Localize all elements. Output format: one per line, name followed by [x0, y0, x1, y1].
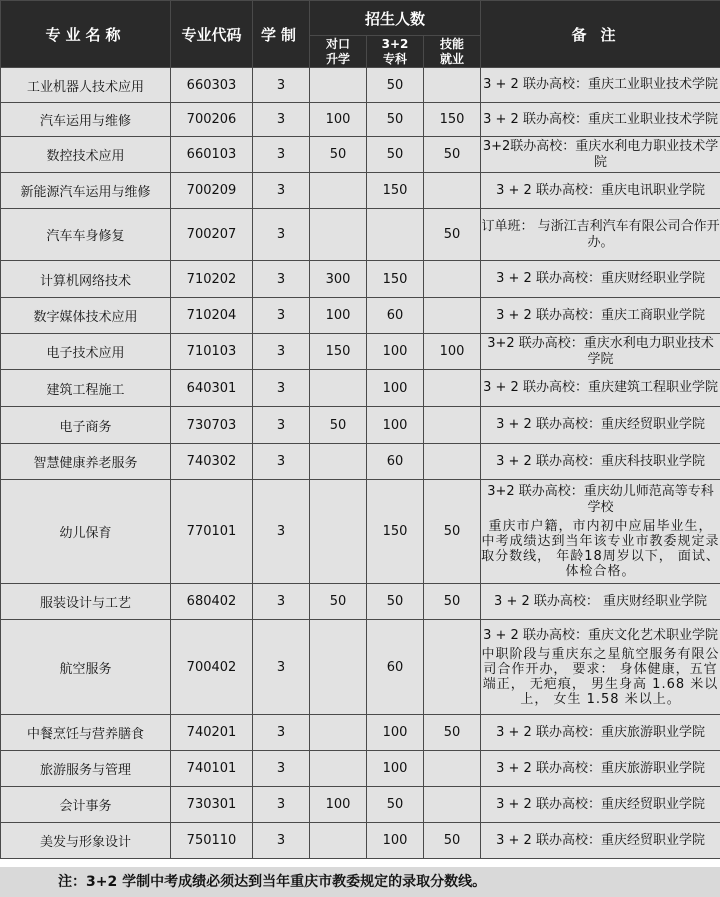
enroll-3plus2-cell: 60	[367, 444, 424, 480]
study-length-cell: 3	[253, 444, 310, 480]
major-name-cell: 建筑工程施工	[1, 370, 171, 407]
major-code-cell: 770101	[171, 480, 253, 584]
header-length: 学制	[253, 1, 310, 68]
enroll-jineng-cell	[424, 620, 481, 715]
enroll-duikou-cell: 150	[310, 334, 367, 370]
major-code-cell: 710103	[171, 334, 253, 370]
enroll-jineng-cell	[424, 787, 481, 823]
enroll-jineng-cell	[424, 68, 481, 103]
remark-partner: 3+2 联办高校：重庆水利电力职业技术学院	[487, 335, 714, 367]
enroll-duikou-cell	[310, 620, 367, 715]
major-name-cell: 数字媒体技术应用	[1, 298, 171, 334]
enroll-3plus2-cell: 50	[367, 68, 424, 103]
table-row	[1, 584, 720, 620]
remark-cell	[481, 298, 720, 334]
major-name-cell: 工业机器人技术应用	[1, 68, 171, 103]
remark-partner: 3 + 2 联办高校：重庆建筑工程职业学院	[483, 380, 718, 395]
enroll-duikou-cell: 100	[310, 787, 367, 823]
enroll-jineng-cell	[424, 370, 481, 407]
study-length-cell: 3	[253, 68, 310, 103]
enroll-jineng-cell: 50	[424, 584, 481, 620]
enroll-duikou-cell: 50	[310, 584, 367, 620]
remark-partner: 3 + 2 联办高校： 重庆财经职业学院	[494, 593, 708, 609]
major-name-cell: 会计事务	[1, 787, 171, 823]
study-length-cell: 3	[253, 298, 310, 334]
major-code-cell: 710202	[171, 261, 253, 298]
header-code: 专业代码	[171, 1, 253, 68]
study-length-cell: 3	[253, 715, 310, 751]
enroll-jineng-cell	[424, 407, 481, 444]
enroll-duikou-cell: 50	[310, 137, 367, 173]
major-code-cell: 740201	[171, 715, 253, 751]
study-length-cell: 3	[253, 751, 310, 787]
remark-requirements: 重庆市户籍，市内初中应届毕业生， 中考成绩达到当年该专业市教委规定录取分数线， 年龄18周岁以下， 面试、体检合格。	[481, 519, 720, 579]
table-row	[1, 444, 720, 480]
remark-cell	[481, 334, 720, 370]
major-code-cell: 700206	[171, 103, 253, 137]
remark-partner: 3 + 2 联办高校：重庆工业职业技术学院	[483, 111, 718, 127]
study-length-cell: 3	[253, 334, 310, 370]
remark-cell	[481, 261, 720, 298]
major-code-cell: 660103	[171, 137, 253, 173]
major-name-cell: 汽车运用与维修	[1, 103, 171, 137]
enroll-duikou-cell	[310, 370, 367, 407]
enroll-3plus2-cell: 100	[367, 370, 424, 407]
study-length-cell: 3	[253, 584, 310, 620]
major-name-cell: 新能源汽车运用与维修	[1, 173, 171, 209]
study-length-cell: 3	[253, 480, 310, 584]
remark-cell	[481, 787, 720, 823]
major-name-cell: 航空服务	[1, 620, 171, 715]
header-sub-duikou	[310, 36, 367, 68]
study-length-cell: 3	[253, 787, 310, 823]
study-length-cell: 3	[253, 261, 310, 298]
enroll-jineng-cell: 50	[424, 480, 481, 584]
table-row	[1, 407, 720, 444]
enroll-3plus2-cell: 50	[367, 137, 424, 173]
table-row	[1, 137, 720, 173]
study-length-cell: 3	[253, 370, 310, 407]
enroll-duikou-cell	[310, 444, 367, 480]
major-code-cell: 640301	[171, 370, 253, 407]
major-name-cell: 电子技术应用	[1, 334, 171, 370]
remark-partner: 3 + 2 联办高校：重庆经贸职业学院	[496, 796, 705, 812]
major-name-cell: 中餐烹饪与营养膳食	[1, 715, 171, 751]
remark-cell	[481, 68, 720, 103]
major-code-cell: 700207	[171, 209, 253, 261]
table-row	[1, 370, 720, 407]
enroll-3plus2-cell: 150	[367, 173, 424, 209]
remark-cell	[481, 407, 720, 444]
remark-cell	[481, 173, 720, 209]
study-length-cell: 3	[253, 209, 310, 261]
major-name-cell: 服装设计与工艺	[1, 584, 171, 620]
major-code-cell: 740302	[171, 444, 253, 480]
major-code-cell: 730301	[171, 787, 253, 823]
header-sub-jineng	[424, 36, 481, 68]
enroll-3plus2-cell: 60	[367, 620, 424, 715]
enroll-duikou-cell	[310, 68, 367, 103]
table-row	[1, 68, 720, 103]
enroll-jineng-cell: 50	[424, 715, 481, 751]
header-enroll: 招生人数	[310, 1, 481, 36]
study-length-cell: 3	[253, 137, 310, 173]
major-code-cell: 660303	[171, 68, 253, 103]
enroll-jineng-cell: 50	[424, 823, 481, 859]
header-sub-duikou-text: 对口 升学	[325, 36, 350, 66]
header-note: 备注	[481, 1, 720, 68]
table-row	[1, 334, 720, 370]
enroll-jineng-cell: 50	[424, 209, 481, 261]
remark-partner: 3 + 2 联办高校：重庆经贸职业学院	[496, 417, 705, 432]
major-name-cell: 旅游服务与管理	[1, 751, 171, 787]
major-code-cell: 750110	[171, 823, 253, 859]
table-body	[1, 68, 720, 859]
remark-partner: 3 + 2 联办高校：重庆工业职业技术学院	[483, 77, 718, 92]
remark-cell	[481, 751, 720, 787]
remark-cell	[481, 823, 720, 859]
major-name-cell: 智慧健康养老服务	[1, 444, 171, 480]
remark-cell	[481, 370, 720, 407]
enroll-3plus2-cell	[367, 209, 424, 261]
enroll-duikou-cell	[310, 823, 367, 859]
remark-requirements: 中职阶段与重庆东之星航空服务有限公司合作开办， 要求： 身体健康，五官端正， 无疤痕， 男生身高 1.68 米以上， 女生 1.58 米以上。	[481, 646, 720, 707]
remark-partner: 3 + 2 联办高校：重庆旅游职业学院	[496, 760, 705, 776]
major-code-cell: 710204	[171, 298, 253, 334]
table-row	[1, 298, 720, 334]
major-code-cell: 700402	[171, 620, 253, 715]
enroll-3plus2-cell: 100	[367, 715, 424, 751]
major-name-cell: 电子商务	[1, 407, 171, 444]
enroll-3plus2-cell: 50	[367, 584, 424, 620]
remark-cell	[481, 620, 720, 715]
enroll-jineng-cell: 150	[424, 103, 481, 137]
remark-partner: 3 + 2 联办高校：重庆科技职业学院	[496, 453, 705, 469]
remark-partner: 3 + 2 联办高校：重庆财经职业学院	[496, 271, 705, 286]
enroll-3plus2-cell: 100	[367, 334, 424, 370]
enroll-jineng-cell	[424, 444, 481, 480]
remark-partner: 3 + 2 联办高校：重庆文化艺术职业学院	[483, 627, 718, 643]
enroll-duikou-cell	[310, 480, 367, 584]
enroll-jineng-cell: 100	[424, 334, 481, 370]
enroll-duikou-cell: 50	[310, 407, 367, 444]
enroll-jineng-cell	[424, 298, 481, 334]
study-length-cell: 3	[253, 103, 310, 137]
table-row	[1, 715, 720, 751]
header-sub-jineng-text: 技能 就业	[440, 36, 465, 66]
remark-partner: 3 + 2 联办高校：重庆电讯职业学院	[496, 182, 705, 198]
enroll-3plus2-cell: 100	[367, 751, 424, 787]
enroll-duikou-cell	[310, 715, 367, 751]
enroll-duikou-cell	[310, 751, 367, 787]
enroll-3plus2-cell: 50	[367, 787, 424, 823]
table-row	[1, 751, 720, 787]
enroll-jineng-cell	[424, 751, 481, 787]
remark-partner: 3 + 2 联办高校：重庆工商职业学院	[496, 307, 705, 323]
table-row	[1, 103, 720, 137]
remark-cell	[481, 584, 720, 620]
table-row	[1, 261, 720, 298]
remark-cell	[481, 137, 720, 173]
major-code-cell: 730703	[171, 407, 253, 444]
footnote: 注：3+2 学制中考成绩必须达到当年重庆市教委规定的录取分数线。	[0, 867, 720, 897]
remark-cell	[481, 444, 720, 480]
table-row	[1, 209, 720, 261]
enroll-3plus2-cell: 150	[367, 480, 424, 584]
major-name-cell: 美发与形象设计	[1, 823, 171, 859]
remark-partner: 订单班： 与浙江吉利汽车有限公司合作开办。	[481, 218, 720, 250]
remark-cell	[481, 209, 720, 261]
table-row	[1, 823, 720, 859]
study-length-cell: 3	[253, 620, 310, 715]
remark-cell	[481, 480, 720, 584]
header-name: 专业名称	[1, 1, 171, 68]
remark-partner: 3+2 联办高校：重庆幼儿师范高等专科学校	[487, 484, 714, 515]
enroll-3plus2-cell: 150	[367, 261, 424, 298]
major-name-cell: 汽车车身修复	[1, 209, 171, 261]
enroll-jineng-cell	[424, 261, 481, 298]
table-row	[1, 787, 720, 823]
study-length-cell: 3	[253, 407, 310, 444]
remark-cell	[481, 715, 720, 751]
major-code-cell: 700209	[171, 173, 253, 209]
major-code-cell: 680402	[171, 584, 253, 620]
enroll-duikou-cell: 100	[310, 298, 367, 334]
enroll-3plus2-cell: 50	[367, 103, 424, 137]
table-row	[1, 480, 720, 584]
table-row	[1, 173, 720, 209]
remark-partner: 3 + 2 联办高校：重庆经贸职业学院	[496, 832, 705, 848]
enroll-jineng-cell	[424, 173, 481, 209]
table-row	[1, 620, 720, 715]
enroll-3plus2-cell: 100	[367, 407, 424, 444]
enroll-3plus2-cell: 100	[367, 823, 424, 859]
enroll-jineng-cell: 50	[424, 137, 481, 173]
major-name-cell: 幼儿保育	[1, 480, 171, 584]
remark-cell	[481, 103, 720, 137]
header-sub-3plus2-text: 3+2 专科	[381, 36, 409, 66]
major-name-cell: 数控技术应用	[1, 137, 171, 173]
header-sub-3plus2	[367, 36, 424, 68]
study-length-cell: 3	[253, 823, 310, 859]
enroll-duikou-cell: 300	[310, 261, 367, 298]
major-code-cell: 740101	[171, 751, 253, 787]
enroll-duikou-cell	[310, 209, 367, 261]
enroll-duikou-cell: 100	[310, 103, 367, 137]
major-name-cell: 计算机网络技术	[1, 261, 171, 298]
remark-partner: 3 + 2 联办高校：重庆旅游职业学院	[496, 724, 705, 740]
enroll-duikou-cell	[310, 173, 367, 209]
enroll-3plus2-cell: 60	[367, 298, 424, 334]
remark-partner: 3+2联办高校：重庆水利电力职业技术学院	[482, 138, 719, 170]
study-length-cell: 3	[253, 173, 310, 209]
